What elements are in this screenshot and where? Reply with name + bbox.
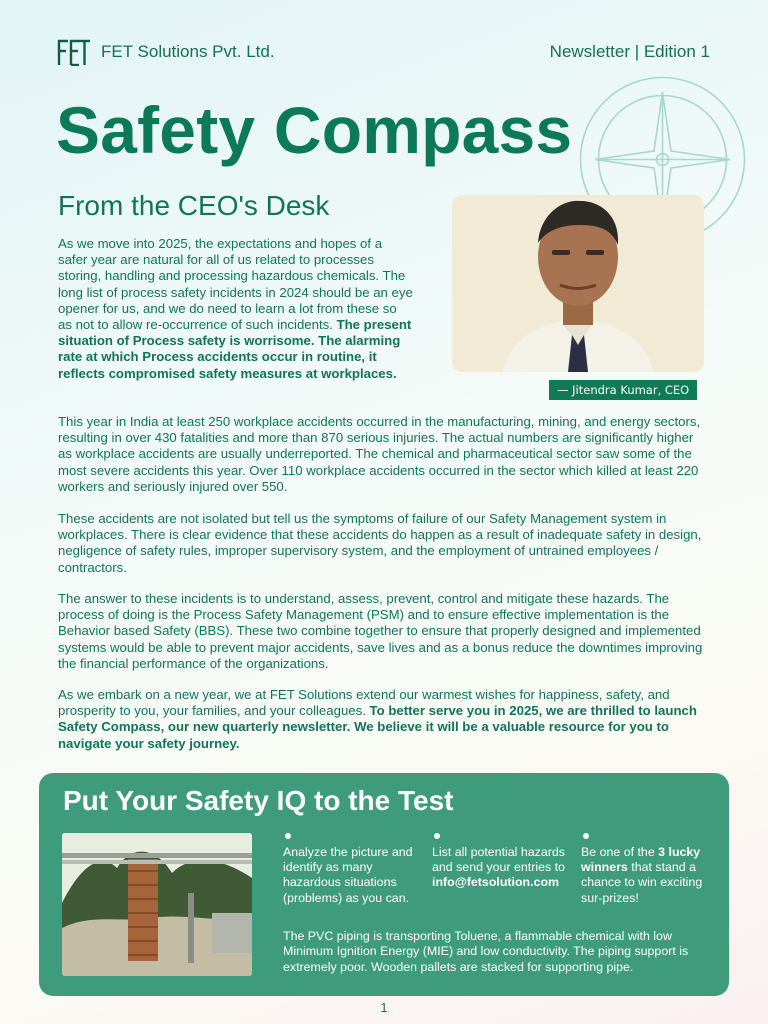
photo-caption: — Jitendra Kumar, CEO bbox=[549, 380, 697, 400]
paragraph-closing bbox=[58, 687, 708, 752]
bullet-icon bbox=[285, 833, 291, 839]
step-win-post: that stand a chance to win exciting sur-prizes! bbox=[581, 860, 703, 905]
quiz-hazard-photo bbox=[62, 833, 252, 976]
company-name: FET Solutions Pvt. Ltd. bbox=[101, 42, 275, 61]
quiz-step-win bbox=[581, 831, 721, 906]
closing-bold-text: To better serve you in 2025, we are thrilled to launch Safety Compass, our new quarterly newsletter. We believe it will be a valuable resource for you to navigate your safety journey. bbox=[58, 703, 697, 751]
intro-bold-text: The present situation of Process safety is worrisome. The alarming rate at which Process accidents occur in routine, it reflects compromised safety measures at workplaces. bbox=[58, 317, 412, 381]
quiz-hazard-note: The PVC piping is transporting Toluene, a flammable chemical with low Minimum Ignition Energy (MIE) and low conductivity. The piping support is extremely poor. Wooden pallets are stacked for supporting pipe. bbox=[283, 929, 689, 974]
intro-text: As we move into 2025, the expectations and hopes of a safer year are natural for all of us related to processes storing, handling and processing hazardous chemicals. The long list of process safety incidents in 2024 should be an eye opener for us, and we do need to learn a lot from these so as not to allow re-occurrence of such incidents. bbox=[58, 236, 413, 333]
ceo-photo bbox=[452, 195, 704, 372]
step-win-bold: 3 lucky winners bbox=[581, 845, 701, 875]
contact-email-link[interactable]: info@fetsolution.com bbox=[432, 875, 560, 890]
safety-quiz-panel bbox=[39, 773, 729, 996]
quiz-step-analyze bbox=[283, 831, 423, 906]
step-analyze-text: Analyze the picture and identify as many hazardous situations (problems) as you can. bbox=[283, 845, 413, 905]
step-submit-text: List all potential hazards and send your entries to bbox=[432, 845, 565, 875]
edition-label: Newsletter | Edition 1 bbox=[549, 42, 710, 61]
bullet-icon bbox=[583, 833, 589, 839]
paragraph-statistics: This year in India at least 250 workplace accidents occurred in the manufacturing, mining, and energy sectors, resulting in over 430 fatalities and more than 870 serious injuries. The actual numbers are significantly higher as workplace accidents are usually underreported. The chemical and pharmaceutical sector saw some of the most severe accidents this year. Over 110 workplace accidents occurred in the sector which killed at least 220 workers and seriously injured over 550. bbox=[58, 414, 701, 494]
closing-text: As we embark on a new year, we at FET Solutions extend our warmest wishes for happiness, safety, and prosperity to you, your families, and your colleagues. bbox=[58, 687, 670, 719]
intro-paragraph bbox=[58, 236, 414, 382]
paragraph-symptoms: These accidents are not isolated but tell us the symptoms of failure of our Safety Management system in workplaces. There is clear evidence that these accidents do happen as a result of inadequate safety in design, negligence of safety rules, improper supervisory system, and the employment of untrained employees / contractors. bbox=[58, 511, 702, 575]
paragraph-psm: The answer to these incidents is to understand, assess, prevent, control and mitigate these hazards. The process of doing is the Process Safety Management (PSM) and to ensure effective implementation is the Behavior based Safety (BBS). These two combine together to ensure that properly designed and implemented systems would be able to prevent major accidents, save lives and as a bonus reduce the downtimes improving the financial performance of the organizations. bbox=[58, 591, 703, 671]
bullet-icon bbox=[434, 833, 440, 839]
page-number: 1 bbox=[380, 1000, 388, 1015]
quiz-title: Put Your Safety IQ to the Test bbox=[63, 785, 454, 816]
quiz-step-submit bbox=[432, 831, 572, 891]
newsletter-title: Safety Compass bbox=[56, 93, 573, 167]
ceo-section-heading: From the CEO's Desk bbox=[58, 190, 330, 221]
step-win-pre: Be one of the bbox=[581, 845, 655, 859]
fet-logo-icon bbox=[57, 38, 91, 66]
